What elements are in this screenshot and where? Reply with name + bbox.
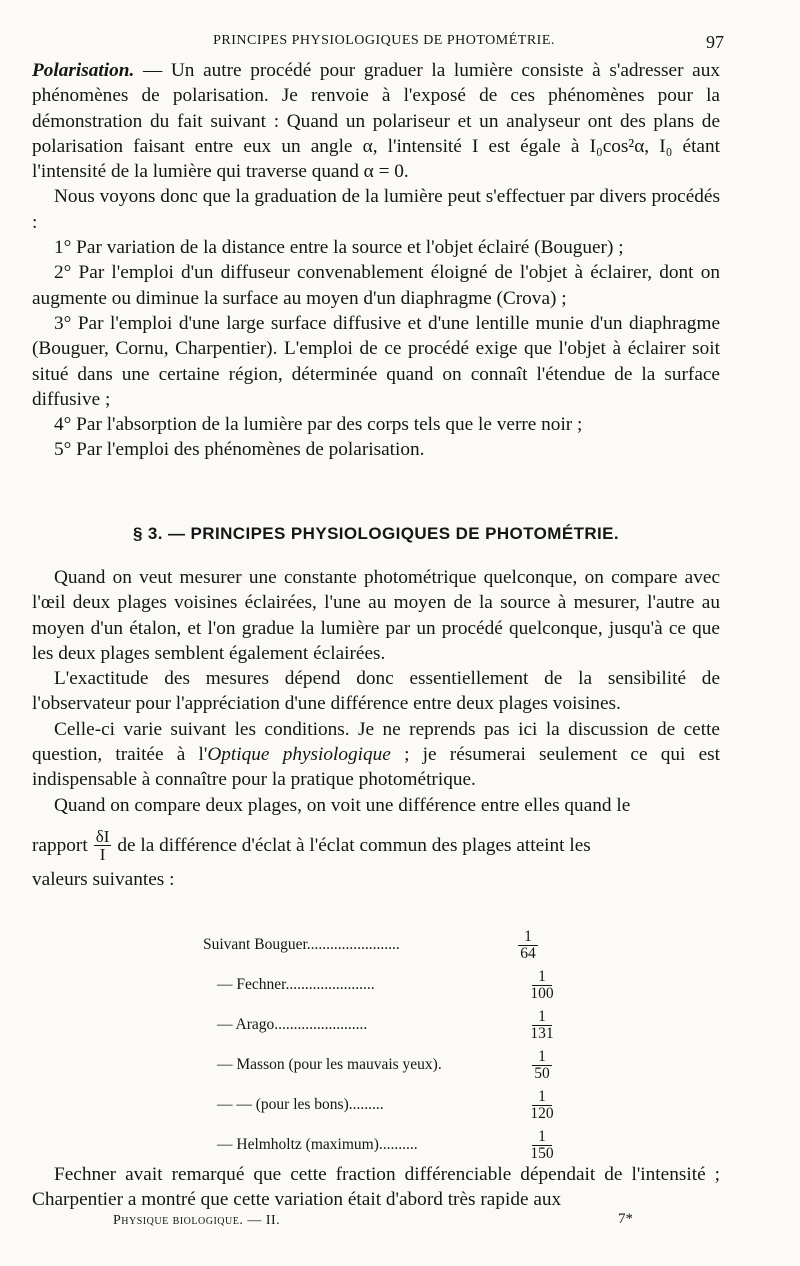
value-label: — — (pour les bons).........	[217, 1096, 384, 1113]
fraction-denominator: 131	[530, 1024, 554, 1042]
graduation-intro: Nous voyons donc que la graduation de la lumière peut s'effectuer par divers procédés :	[32, 186, 720, 233]
section-paragraph-1: Quand on veut mesurer une constante photométrique quelconque, on compare avec l'œil deux plages voisines éclairées, l'une au moyen de la source à mesurer, l'autre au moyen d'un étalon, et l'on gradue la lumière par un procédé quelconque, jusqu'à ce que les deux plages semblent également éclairées.	[32, 567, 720, 664]
section-paragraph-3	[32, 717, 720, 793]
sensitivity-values-table	[203, 925, 583, 1165]
upper-text-block	[32, 58, 720, 463]
value-fraction	[503, 929, 553, 962]
value-label: — Masson (pour les mauvais yeux).	[217, 1056, 442, 1073]
fraction-denominator: 150	[530, 1144, 554, 1162]
fraction-denominator: 100	[530, 984, 554, 1002]
ratio-numerator: δI	[95, 826, 110, 846]
value-fraction	[517, 1049, 567, 1082]
value-fraction	[517, 1129, 567, 1162]
fraction-numerator: 1	[532, 1129, 552, 1146]
procedure-item-4: 4° Par l'absorption de la lumière par des corps tels que le verre noir ;	[54, 414, 583, 436]
value-fraction	[517, 1089, 567, 1122]
optique-after: ; je résumerai seulement ce qui est indispensable à connaître pour la pratique photométrique.	[32, 744, 720, 791]
fraction-numerator: 1	[532, 969, 552, 986]
procedure-item-3: 3° Par l'emploi d'une large surface diffusive et d'une lentille munie d'un diaphragme (Bouguer, Cornu, Charpentier). L'emploi de ce procédé exige que l'objet à éclairer soit situé dans une certaine région, déterminée quand on connaît l'étendue de la surface diffusive ;	[32, 312, 720, 410]
fraction-denominator: 64	[520, 944, 536, 962]
fraction-denominator: 50	[534, 1064, 550, 1082]
polarisation-paragraph	[32, 58, 720, 184]
closing-paragraph: Fechner avait remarqué que cette fraction différenciable dépendait de l'intensité ; Charpentier a montré que cette variation était d'abord très rapide aux	[32, 1164, 720, 1211]
closing-text-block	[32, 1162, 720, 1213]
value-row	[203, 1005, 583, 1045]
rapport-word: rapport	[32, 834, 88, 856]
optique-before: Celle-ci varie suivant les conditions. Je ne reprends pas ici la discussion de cette question, traitée à l'	[32, 718, 720, 766]
polarisation-text: — Un autre procédé pour graduer la lumière consiste à s'adresser aux phénomènes de polarisation. Je renvoie à l'exposé de ces phénomènes pour la démonstration du fait suivant : Quand un polariseur et un analyseur ont des plans de polarisation faisant entre eux un angle α, l'intensité I est égale à I₀cos²α, I₀ étant l'intensité de la lumière qui traverse quand α = 0.	[32, 60, 720, 183]
fraction-numerator: 1	[532, 1089, 552, 1106]
rapport-line	[32, 828, 720, 863]
value-fraction	[517, 1009, 567, 1042]
value-row	[203, 1125, 583, 1165]
running-title: PRINCIPES PHYSIOLOGIQUES DE PHOTOMÉTRIE.	[213, 33, 555, 48]
fraction-numerator: 1	[532, 1009, 552, 1026]
section-text-block	[32, 565, 720, 892]
footer-signature: Physique biologique. — II.	[113, 1213, 281, 1228]
procedure-item-1: 1° Par variation de la distance entre la source et l'objet éclairé (Bouguer) ;	[54, 237, 624, 259]
rapport-rest: de la différence d'éclat à l'éclat commun des plages atteint les	[117, 834, 591, 856]
value-row	[203, 925, 583, 965]
procedure-item-2: 2° Par l'emploi d'un diffuseur convenablement éloigné de l'objet à éclairer, dont on augmente ou diminue la surface au moyen d'un diaphragme (Crova) ;	[32, 262, 720, 309]
polarisation-lead: Polarisation.	[32, 60, 135, 81]
value-fraction	[517, 969, 567, 1002]
compare-line: Quand on compare deux plages, on voit une différence entre elles quand le	[54, 794, 631, 816]
ratio-fraction	[94, 828, 112, 863]
value-label: Suivant Bouguer........................	[203, 936, 400, 953]
optique-title: Optique physiologique	[207, 744, 391, 766]
section-paragraph-2: L'exactitude des mesures dépend donc essentiellement de la sensibilité de l'observateur pour l'appréciation d'une différence entre deux plages voisines.	[32, 668, 720, 715]
section-heading: § 3. — PRINCIPES PHYSIOLOGIQUES DE PHOTOMÉTRIE.	[132, 524, 620, 543]
fraction-numerator: 1	[532, 1049, 552, 1066]
page-number: 97	[706, 32, 724, 52]
value-label: — Helmholtz (maximum)..........	[217, 1136, 418, 1153]
footer-sheet-mark: 7*	[618, 1211, 633, 1227]
value-label: — Fechner.......................	[217, 976, 375, 993]
value-label: — Arago........................	[217, 1016, 368, 1033]
fraction-denominator: 120	[530, 1104, 554, 1122]
value-row	[203, 1085, 583, 1125]
valeurs-line: valeurs suivantes :	[32, 868, 175, 890]
value-row	[203, 1045, 583, 1085]
procedure-item-5: 5° Par l'emploi des phénomènes de polarisation.	[54, 439, 425, 461]
fraction-numerator: 1	[518, 929, 538, 946]
value-row	[203, 965, 583, 1005]
ratio-denominator: I	[99, 844, 106, 864]
